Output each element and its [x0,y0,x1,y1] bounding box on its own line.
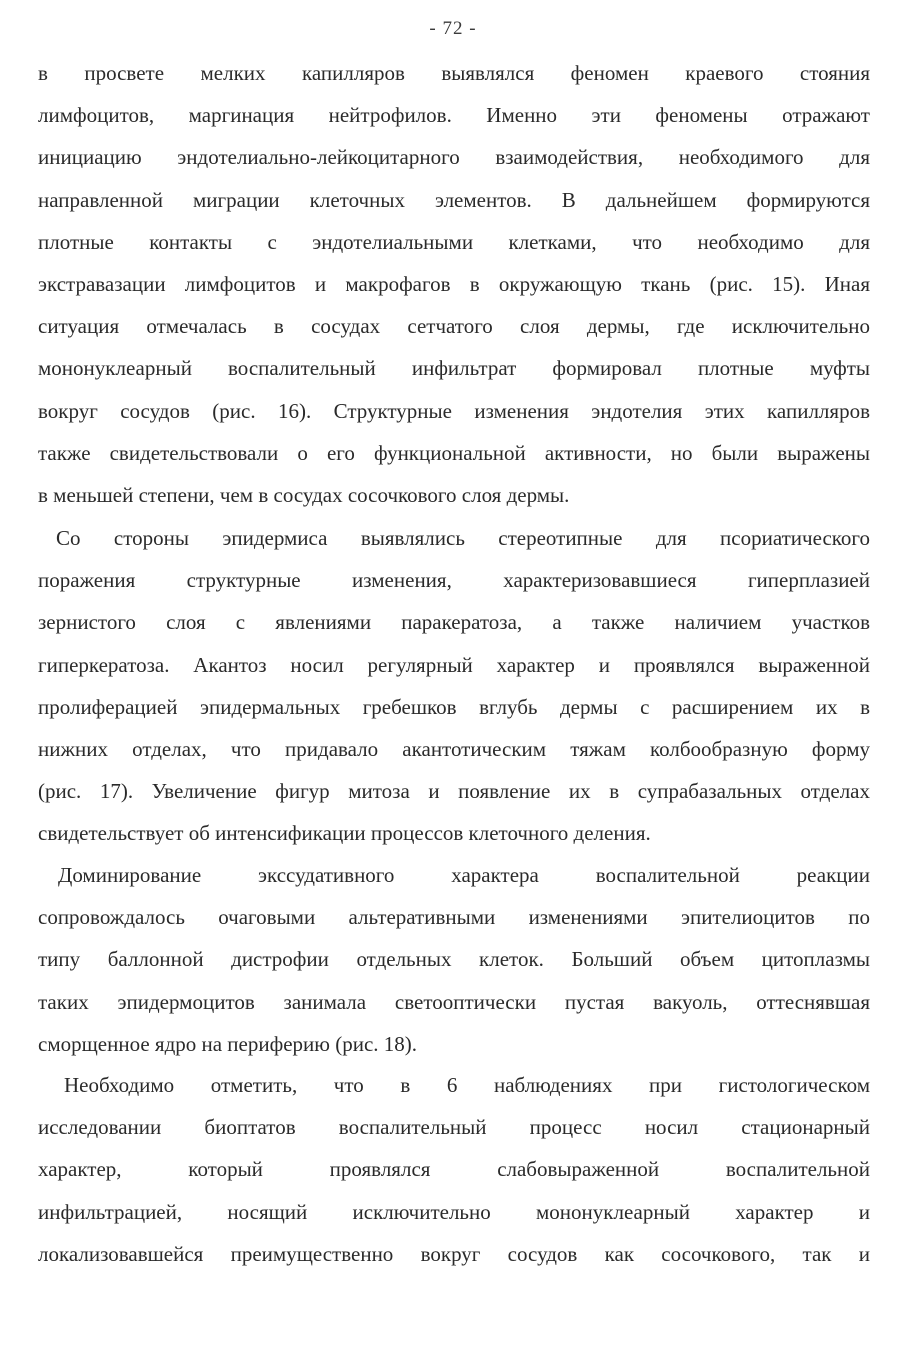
paragraph-4-line-3: характер, который проявлялся слабовыраженной воспалительной [38,1157,870,1182]
paragraph-2-line-8: свидетельствует об интенсификации процессов клеточного деления. [38,821,651,846]
paragraph-4-line-2: исследовании биоптатов воспалительный процесс носил стационарный [38,1115,870,1140]
paragraph-3 [38,854,870,1065]
paragraph-3-line-3: типу баллонной дистрофии отдельных клеток. Больший объем цитоплазмы [38,947,870,972]
paragraph-4 [38,1064,870,1275]
paragraph-1-line-3: инициацию эндотелиально-лейкоцитарного взаимодействия, необходимого для [38,145,870,170]
paragraph-1-line-1: в просвете мелких капилляров выявлялся феномен краевого стояния [38,61,870,85]
page-number: - 72 - [429,18,477,39]
paragraph-1-line-10: также свидетельствовали о его функциональной активности, но были выражены [38,440,870,465]
paragraph-2-line-3: зернистого слоя с явлениями паракератоза, а также наличием участков [38,610,870,635]
paragraph-1-line-7: ситуация отмечалась в сосудах сетчатого слоя дермы, где исключительно [38,314,870,339]
paragraph-2-line-4: гиперкератоза. Акантоз носил регулярный характер и проявлялся выраженной [38,652,870,677]
paragraph-1-line-11: в меньшей степени, чем в сосудах сосочкового слоя дермы. [38,483,570,508]
paragraph-2-line-5: пролиферацией эпидермальных гребешков вглубь дермы с расширением их в [38,694,870,719]
paragraph-4-line-5: локализовавшейся преимущественно вокруг сосудов как сосочкового, так и [38,1241,870,1266]
paragraph-1-line-9: вокруг сосудов (рис. 16). Структурные изменения эндотелия этих капилляров [38,398,870,423]
paragraph-3-line-5: сморщенное ядро на периферию (рис. 18). [38,1031,418,1056]
paragraph-3-line-1: Доминирование экссудативного характера воспалительной реакции [58,863,870,887]
paragraph-2-line-1: Со стороны эпидермиса выявлялись стереотипные для псориатического [56,526,870,550]
paragraph-2 [38,517,870,855]
paragraph-1-line-5: плотные контакты с эндотелиальными клетками, что необходимо для [38,229,870,254]
paragraph-3-line-2: сопровождалось очаговыми альтеративными изменениями эпителиоцитов по [38,905,870,930]
paragraph-1 [38,52,870,516]
paragraph-1-line-8: мононуклеарный воспалительный инфильтрат формировал плотные муфты [38,356,870,381]
paragraph-2-line-7: (рис. 17). Увеличение фигур митоза и появление их в супрабазальных отделах [38,779,870,804]
paragraph-2-line-2: поражения структурные изменения, характеризовавшиеся гиперплазией [38,568,870,593]
paragraph-1-line-4: направленной миграции клеточных элементов. В дальнейшем формируются [38,187,870,212]
paragraph-2-line-6: нижних отделах, что придавало акантотическим тяжам колбообразную форму [38,737,870,762]
paragraph-1-line-2: лимфоцитов, маргинация нейтрофилов. Именно эти феномены отражают [38,103,870,128]
paragraph-1-line-6: экстравазации лимфоцитов и макрофагов в окружающую ткань (рис. 15). Иная [38,272,870,297]
paragraph-4-line-1: Необходимо отметить, что в 6 наблюдениях при гистологическом [64,1073,870,1097]
paragraph-4-line-4: инфильтрацией, носящий исключительно мононуклеарный характер и [38,1199,870,1224]
paragraph-3-line-4: таких эпидермоцитов занимала светооптически пустая вакуоль, оттеснявшая [38,989,870,1014]
